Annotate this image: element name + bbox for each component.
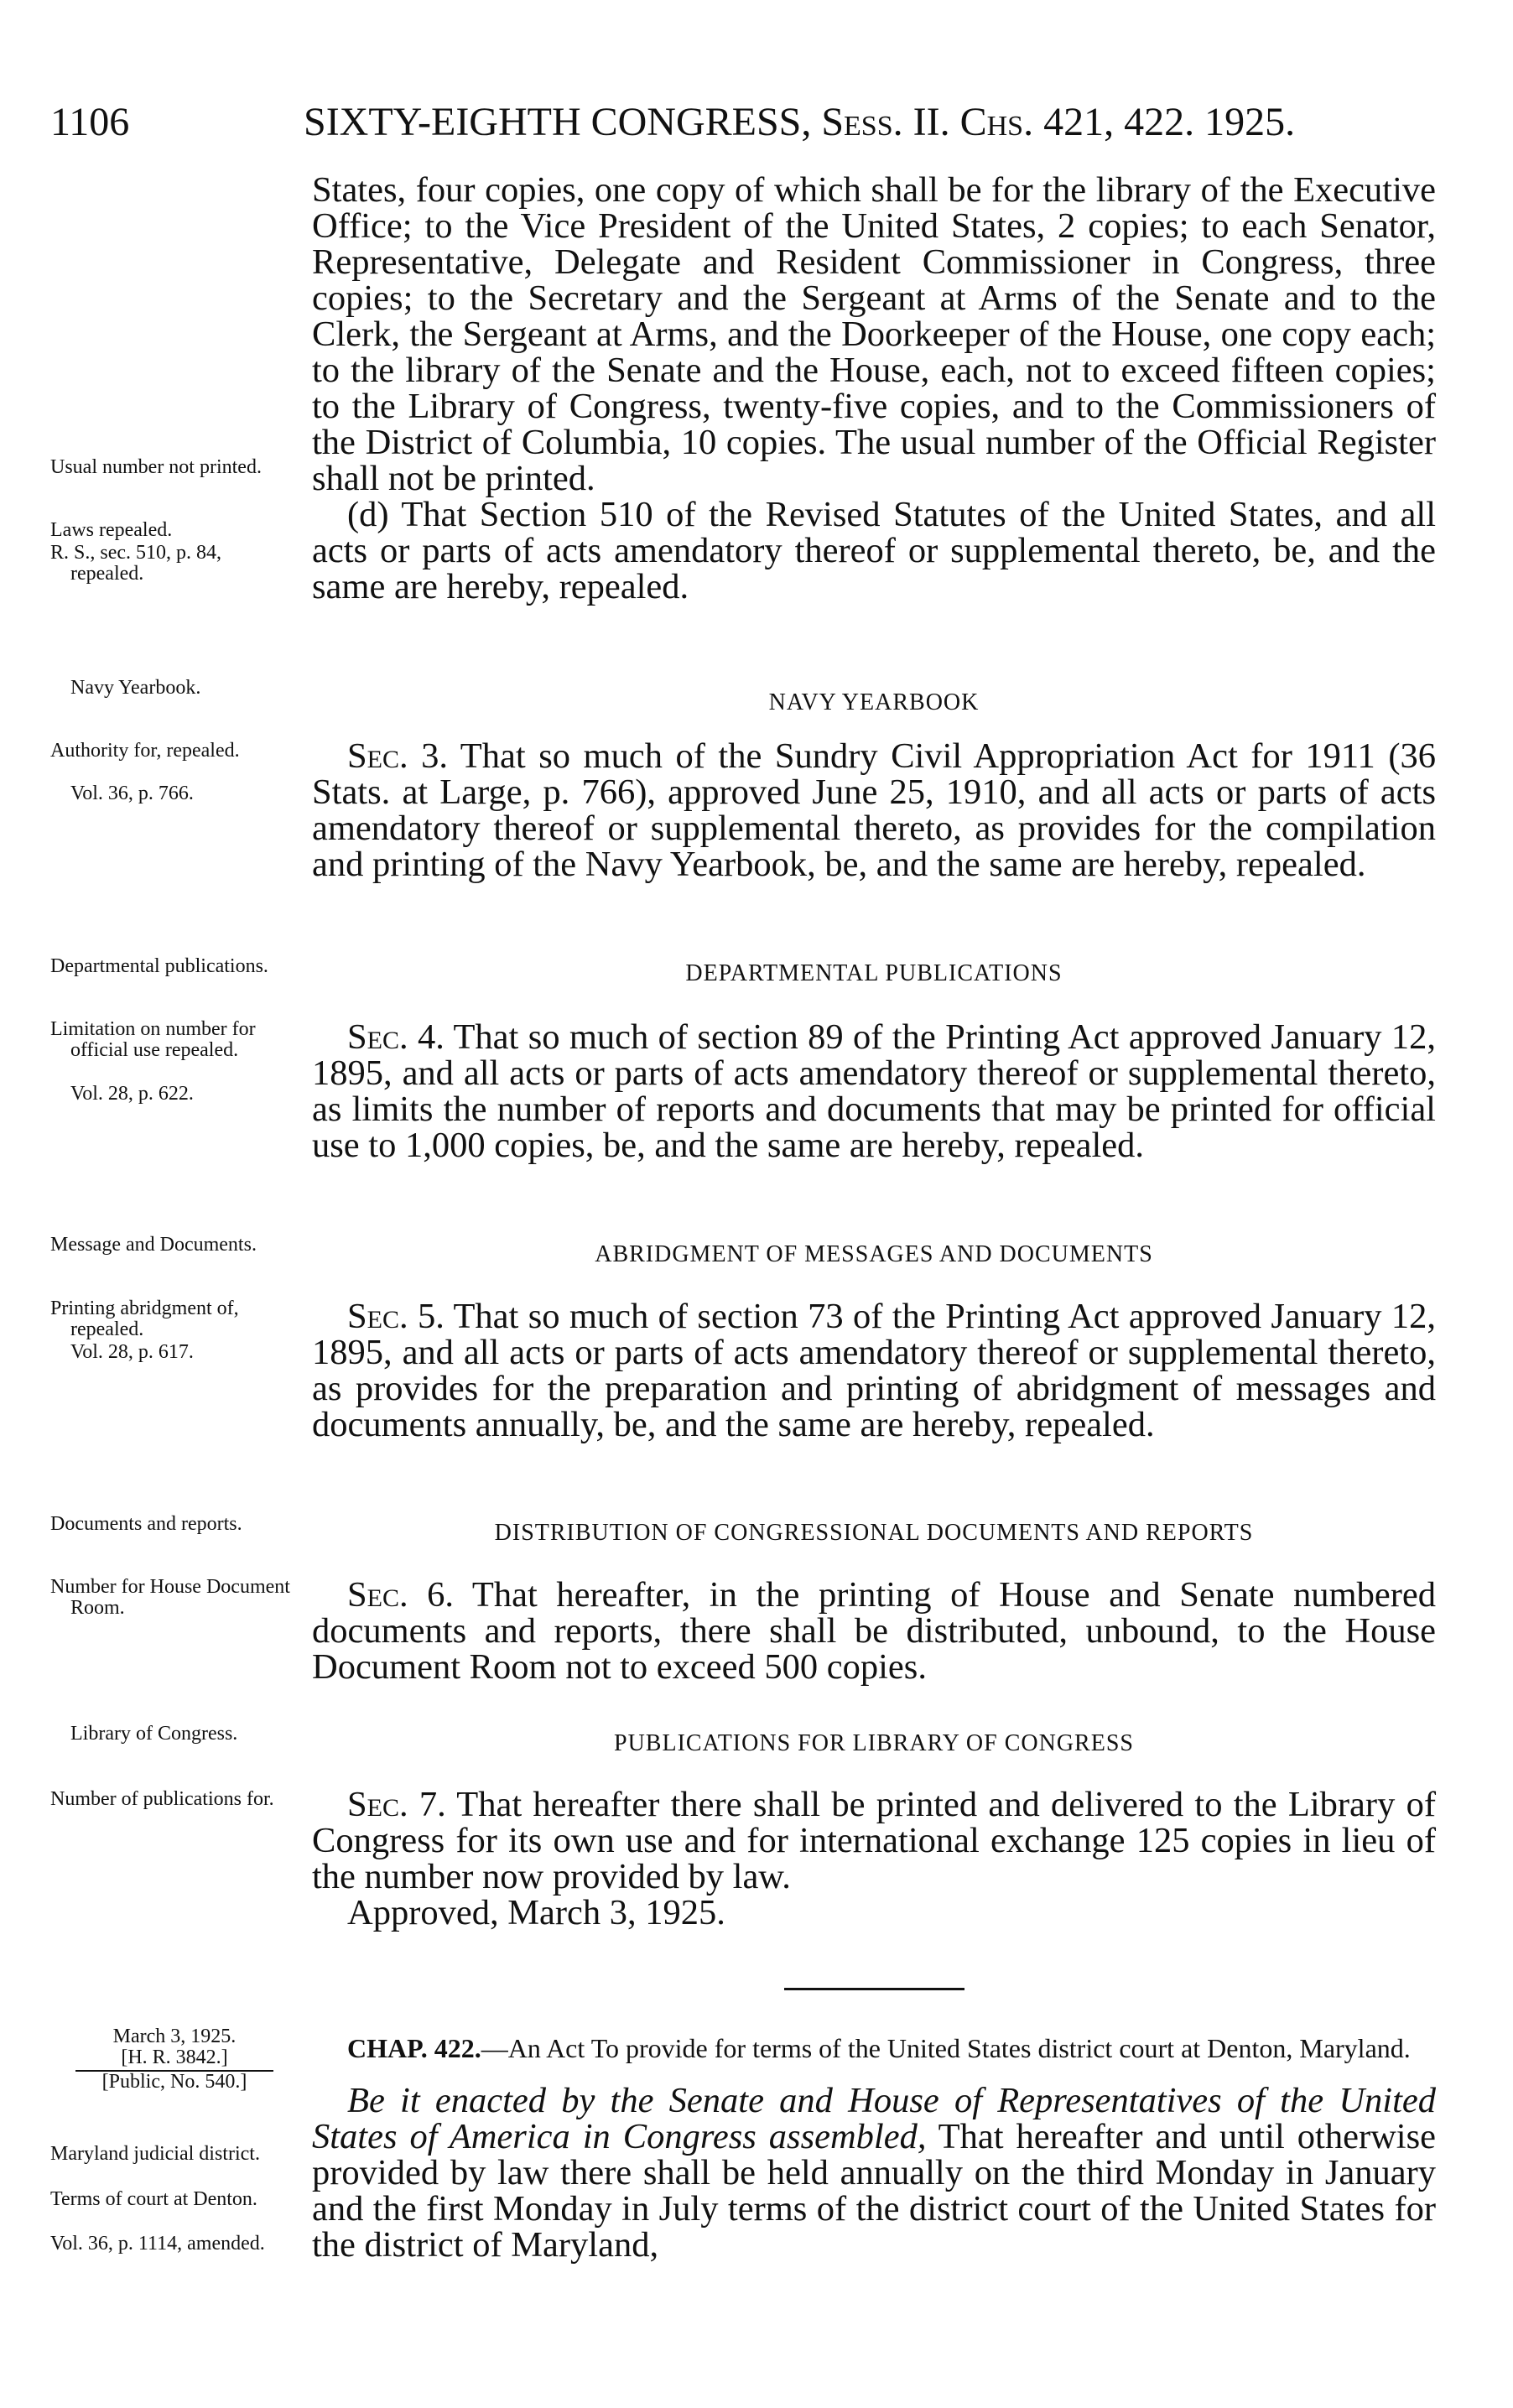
chapters-abbrev: Chs. [959, 100, 1034, 144]
section-3 [312, 738, 1436, 882]
section-4 [312, 1019, 1436, 1163]
section-5-text: That so much of section 73 of the Printing Act approved January 12, 1895, and all acts or parts of acts amendatory thereof or supplemental thereto, as provides for the preparation and printing of abridgment of messages and documents annually, be, and the same are hereby, repealed. [312, 1297, 1436, 1444]
section-6-label: Sec. 6. [347, 1575, 455, 1615]
approved-date: Approved, March 3, 1925. [347, 1893, 725, 1932]
heading-navy-yearbook: NAVY YEARBOOK [768, 689, 980, 715]
section-6 [312, 1577, 1436, 1685]
margin-vol36-766: Vol. 36, p. 766. [70, 783, 194, 804]
enacting-clause [312, 2083, 1436, 2263]
section-5 [312, 1298, 1436, 1443]
running-title: SIXTY-EIGHTH CONGRESS, Sess. II. Chs. 421, 422. 1925. [304, 100, 1296, 144]
margin-terms-denton: Terms of court at Denton. [50, 2188, 257, 2210]
enacting-rest: That hereafter and until otherwise provided by law there shall be held annually on the third Monday in January and the first Monday in July terms of the district court of the United States for the district of Maryland, [312, 2117, 1436, 2265]
chapter-422 [312, 2032, 1436, 2263]
chapter-label: CHAP. 422. [347, 2033, 481, 2063]
margin-limitation: Limitation on number for official use repealed. [50, 1018, 256, 1061]
margin-navy-yearbook: Navy Yearbook. [70, 677, 201, 699]
session-abbrev: Sess. [821, 100, 903, 144]
continuation-paragraph: States, four copies, one copy of which shall be for the library of the Executive Office; to the Vice President of the United States, 2 copies; to each Senator, Representative, Delegate and Resident Commissioner in Congress, three copies; to the Secretary and the Sergeant at Arms of the Senate and to the Clerk, the Sergeant at Arms, and the Doorkeeper of the House, one copy each; to the library of the Senate and the House, each, not to exceed fifteen copies; to the Library of Congress, twenty-five copies, and to the Commissioners of the District of Columbia, 10 copies. The usual number of the Official Register shall not be printed. [312, 170, 1436, 498]
section-4-label: Sec. 4. [347, 1017, 445, 1057]
margin-documents-reports: Documents and reports. [50, 1513, 242, 1535]
heading-abridgment: ABRIDGMENT OF MESSAGES AND DOCUMENTS [595, 1241, 1153, 1267]
chapter-title-line [312, 2032, 1436, 2064]
subsection-d: (d) That Section 510 of the Revised Statutes of the United States, and all acts or parts of acts amendatory thereof or supplemental thereto, be, and the same are hereby, repealed. [312, 495, 1436, 606]
margin-number-publications: Number of publications for. [50, 1788, 274, 1810]
section-7-label: Sec. 7. [347, 1785, 446, 1824]
section-7 [312, 1786, 1436, 1931]
margin-vol36-1114: Vol. 36, p. 1114, amended. [50, 2233, 265, 2255]
margin-vol28-617: Vol. 28, p. 617. [70, 1341, 194, 1363]
margin-laws-repealed: Laws repealed. [50, 519, 173, 541]
bill-box [50, 2026, 299, 2093]
heading-library-of-congress: PUBLICATIONS FOR LIBRARY OF CONGRESS [614, 1730, 1134, 1756]
margin-number-house: Number for House Document Room. [50, 1576, 290, 1619]
heading-departmental-publications: DEPARTMENTAL PUBLICATIONS [685, 960, 1063, 986]
section-7-text: That hereafter there shall be printed and delivered to the Library of Congress for its own use and for international exchange 125 copies in lieu of the number now provided by law. [312, 1785, 1436, 1896]
margin-printing-abridgment: Printing abridgment of, repealed. [50, 1298, 239, 1340]
page-number: 1106 [50, 100, 130, 144]
enacting-italic: Be it enacted by the Senate and House of Representatives of the United States of America in Congress assembled, [312, 2081, 1436, 2156]
margin-vol28-622: Vol. 28, p. 622. [70, 1083, 194, 1105]
margin-authority: Authority for, repealed. [50, 740, 240, 762]
margin-departmental: Departmental publications. [50, 955, 268, 977]
margin-usual-number: Usual number not printed. [50, 456, 262, 478]
margin-library-congress: Library of Congress. [70, 1723, 238, 1745]
section-3-label: Sec. 3. [347, 736, 449, 776]
chapter-title: —An Act To provide for terms of the United States district court at Denton, Maryland. [481, 2033, 1411, 2063]
running-head [42, 99, 1468, 149]
bill-number: [H. R. 3842.] [121, 2047, 228, 2068]
heading-distribution: DISTRIBUTION OF CONGRESSIONAL DOCUMENTS AND REPORTS [494, 1520, 1254, 1546]
margin-maryland: Maryland judicial district. [50, 2143, 260, 2165]
section-3-text: That so much of the Sundry Civil Appropriation Act for 1911 (36 Stats. at Large, p. 766), approved June 25, 1910, and all acts or parts of acts amendatory thereof or supplemental thereto, as provides for the compilation and printing of the Navy Yearbook, be, and the same are hereby, repealed. [312, 736, 1436, 884]
public-law-number: [Public, No. 540.] [101, 2071, 247, 2093]
section-divider-rule [784, 1988, 964, 1990]
section-4-text: That so much of section 89 of the Printing Act approved January 12, 1895, and all acts or parts of acts amendatory thereof or supplemental thereto, as limits the number of reports and documents that may be printed for official use to 1,000 copies, be, and the same are hereby, repealed. [312, 1017, 1436, 1165]
margin-rs-sec: R. S., sec. 510, p. 84, repealed. [50, 542, 221, 585]
continuation-block [312, 172, 1436, 605]
margin-message-documents: Message and Documents. [50, 1234, 257, 1256]
section-5-label: Sec. 5. [347, 1297, 445, 1336]
section-6-text: That hereafter, in the printing of House and Senate numbered documents and reports, there shall be distributed, unbound, to the House Document Room not to exceed 500 copies. [312, 1575, 1436, 1687]
bill-date: March 3, 1925. [112, 2026, 237, 2047]
